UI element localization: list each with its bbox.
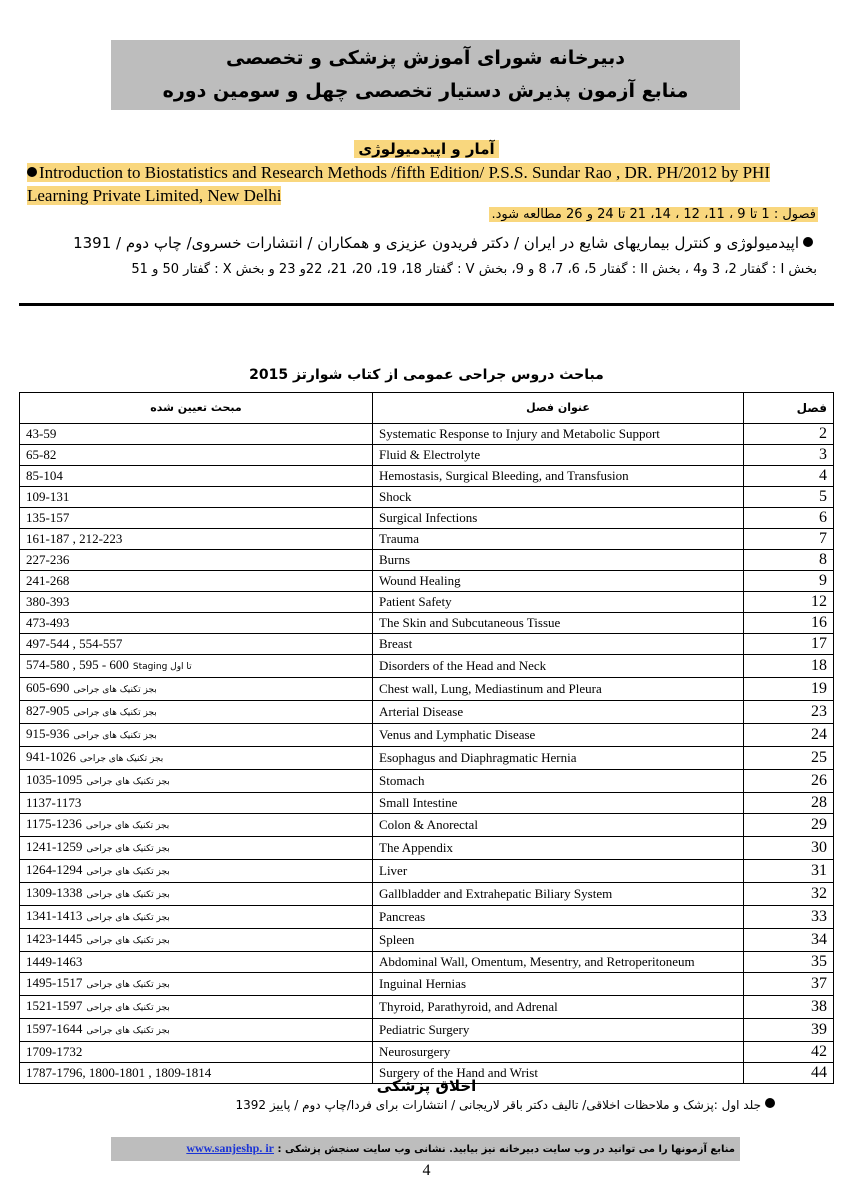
statistics-section-title: آمار و اپیدمیولوژی [0, 140, 853, 158]
header-pages: مبحث تعیین شده [20, 393, 373, 424]
chapter-title-cell: Venus and Lymphatic Disease [373, 724, 744, 747]
table-row [20, 592, 834, 613]
pages-cell: 380-393 [20, 592, 373, 613]
pages-cell: 915-936 بجز تکنیک های جراحی [20, 724, 373, 747]
pages-cell: 65-82 [20, 445, 373, 466]
chapter-title-cell: Wound Healing [373, 571, 744, 592]
ethics-section-title: اخلاق پزشکی [376, 1077, 477, 1095]
table-row [20, 770, 834, 793]
table-row [20, 793, 834, 814]
chapter-title-cell: Hemostasis, Surgical Bleeding, and Transfusion [373, 466, 744, 487]
chapter-title-cell: Gallbladder and Extrahepatic Biliary System [373, 883, 744, 906]
chapter-number-cell: 4 [744, 466, 834, 487]
chapter-title-cell: The Appendix [373, 837, 744, 860]
chapter-title-cell: Neurosurgery [373, 1042, 744, 1063]
chapter-title-cell: Surgery of the Hand and Wrist [373, 1063, 744, 1084]
statistics-chapters: فصول : 1 تا 9 ، 11، 12 ، 14، 21 تا 24 و 26 مطالعه شود. [491, 207, 816, 222]
chapter-title-cell: Abdominal Wall, Omentum, Mesentry, and Retroperitoneum [373, 952, 744, 973]
chapter-number-cell: 6 [744, 508, 834, 529]
chapter-title-cell: Pediatric Surgery [373, 1019, 744, 1042]
header-title-line2: منابع آزمون پذیرش دستیار تخصصی چهل و سومین دوره [162, 80, 689, 102]
bullet-icon [765, 1098, 775, 1108]
table-row [20, 613, 834, 634]
pages-cell: 827-905 بجز تکنیک های جراحی [20, 701, 373, 724]
pages-cell: 574-580 , 595 - 600 Staging تا اول [20, 655, 373, 678]
chapter-number-cell: 24 [744, 724, 834, 747]
pages-note: بجز تکنیک های جراحی [86, 1003, 170, 1013]
syllabus-table [19, 392, 834, 1084]
chapter-number-cell: 2 [744, 424, 834, 445]
epidemiology-sections: بخش I : گفتار 2، 3 و4 ، بخش II : گفتار 5، 6، 7، 8 و 9، بخش V : گفتار 18، 19، 20، 21، 22و 23 و بخش X : گفتار 50 و 51 [131, 262, 817, 277]
chapter-title-cell: Disorders of the Head and Neck [373, 655, 744, 678]
bullet-icon [27, 167, 37, 177]
pages-cell: 1495-1517 بجز تکنیک های جراحی [20, 973, 373, 996]
table-row [20, 1042, 834, 1063]
pages-note: بجز تکنیک های جراحی [73, 731, 157, 741]
footer-text: منابع آزمونها را می توانید در وب سایت دبیرخانه نیز بیابید. نشانی وب سایت سنجش پزشکی : www.sanjeshp. ir [186, 1141, 735, 1155]
chapter-number-cell: 33 [744, 906, 834, 929]
chapter-title-cell: Patient Safety [373, 592, 744, 613]
pages-cell: 135-157 [20, 508, 373, 529]
pages-note: بجز تکنیک های جراحی [73, 685, 157, 695]
header-title-line1: دبیرخانه شورای آموزش پزشکی و تخصصی [225, 47, 626, 69]
chapter-number-cell: 5 [744, 487, 834, 508]
chapter-title-cell: The Skin and Subcutaneous Tissue [373, 613, 744, 634]
table-row [20, 466, 834, 487]
chapter-title-cell: Esophagus and Diaphragmatic Hernia [373, 747, 744, 770]
table-row [20, 952, 834, 973]
table-row [20, 550, 834, 571]
header-chapter-title: عنوان فصل [373, 393, 744, 424]
pages-note: بجز تکنیک های جراحی [85, 821, 170, 831]
pages-note: بجز تکنیک های جراحی [86, 913, 170, 923]
divider [19, 303, 834, 306]
chapter-title-cell: Arterial Disease [373, 701, 744, 724]
header-chapter: فصل [744, 393, 834, 424]
pages-cell: 1341-1413 بجز تکنیک های جراحی [20, 906, 373, 929]
pages-cell: 227-236 [20, 550, 373, 571]
chapter-title-cell: Breast [373, 634, 744, 655]
chapter-number-cell: 32 [744, 883, 834, 906]
pages-cell: 1709-1732 [20, 1042, 373, 1063]
chapter-number-cell: 16 [744, 613, 834, 634]
chapter-number-cell: 30 [744, 837, 834, 860]
table-row [20, 883, 834, 906]
table-row [20, 814, 834, 837]
chapter-number-cell: 37 [744, 973, 834, 996]
pages-cell: 85-104 [20, 466, 373, 487]
chapter-number-cell: 17 [744, 634, 834, 655]
pages-cell: 1035-1095 بجز تکنیک های جراحی [20, 770, 373, 793]
chapter-number-cell: 31 [744, 860, 834, 883]
chapter-number-cell: 3 [744, 445, 834, 466]
pages-note: بجز تکنیک های جراحی [86, 980, 170, 990]
table-row [20, 701, 834, 724]
table-row [20, 634, 834, 655]
website-link[interactable]: www.sanjeshp. ir [186, 1141, 275, 1155]
table-title: مباحث دروس جراحی عمومی از کتاب شوارتز 2015 [249, 367, 604, 383]
pages-cell: 1309-1338 بجز تکنیک های جراحی [20, 883, 373, 906]
pages-note: بجز تکنیک های جراحی [86, 936, 170, 946]
pages-cell: 43-59 [20, 424, 373, 445]
chapter-number-cell: 34 [744, 929, 834, 952]
chapter-number-cell: 7 [744, 529, 834, 550]
chapter-title-cell: Surgical Infections [373, 508, 744, 529]
pages-note: بجز تکنیک های جراحی [86, 777, 170, 787]
table-row [20, 973, 834, 996]
page-number: 4 [422, 1162, 431, 1179]
pages-cell: 497-544 , 554-557 [20, 634, 373, 655]
table-row [20, 837, 834, 860]
pages-cell: 1787-1796, 1800-1801 , 1809-1814 [20, 1063, 373, 1084]
chapter-number-cell: 42 [744, 1042, 834, 1063]
table-row [20, 487, 834, 508]
chapter-title-cell: Chest wall, Lung, Mediastinum and Pleura [373, 678, 744, 701]
chapter-number-cell: 25 [744, 747, 834, 770]
pages-cell: 1137-1173 [20, 793, 373, 814]
table-row [20, 571, 834, 592]
pages-cell: 1423-1445 بجز تکنیک های جراحی [20, 929, 373, 952]
pages-note: بجز تکنیک های جراحی [86, 867, 170, 877]
chapter-title-cell: Fluid & Electrolyte [373, 445, 744, 466]
chapter-number-cell: 44 [744, 1063, 834, 1084]
chapter-title-cell: Small Intestine [373, 793, 744, 814]
table-header-row [20, 393, 834, 424]
chapter-title-cell: Systematic Response to Injury and Metabolic Support [373, 424, 744, 445]
pages-note: بجز تکنیک های جراحی [79, 754, 164, 764]
chapter-number-cell: 12 [744, 592, 834, 613]
pages-cell: 161-187 , 212-223 [20, 529, 373, 550]
table-row [20, 724, 834, 747]
table-row [20, 424, 834, 445]
pages-cell: 605-690 بجز تکنیک های جراحی [20, 678, 373, 701]
pages-cell: 1521-1597 بجز تکنیک های جراحی [20, 996, 373, 1019]
table-row [20, 1019, 834, 1042]
pages-cell: 941-1026 بجز تکنیک های جراحی [20, 747, 373, 770]
table-row [20, 655, 834, 678]
chapter-title-cell: Burns [373, 550, 744, 571]
table-row [20, 529, 834, 550]
biostatistics-reference [27, 161, 807, 207]
chapter-title-cell: Stomach [373, 770, 744, 793]
pages-note: بجز تکنیک های جراحی [73, 708, 157, 718]
table-row [20, 906, 834, 929]
table-row [20, 929, 834, 952]
chapter-title-cell: Trauma [373, 529, 744, 550]
bullet-icon [803, 237, 813, 247]
chapter-number-cell: 28 [744, 793, 834, 814]
chapter-title-cell: Pancreas [373, 906, 744, 929]
chapter-title-cell: Liver [373, 860, 744, 883]
pages-note: بجز تکنیک های جراحی [86, 1026, 170, 1036]
chapter-number-cell: 18 [744, 655, 834, 678]
reference-line2: Learning Private Limited, New Delhi [27, 186, 282, 205]
chapter-title-cell: Spleen [373, 929, 744, 952]
pages-cell: 1175-1236 بجز تکنیک های جراحی [20, 814, 373, 837]
chapter-number-cell: 8 [744, 550, 834, 571]
chapter-title-cell: Inguinal Hernias [373, 973, 744, 996]
pages-cell: 109-131 [20, 487, 373, 508]
chapter-number-cell: 38 [744, 996, 834, 1019]
pages-cell: 1241-1259 بجز تکنیک های جراحی [20, 837, 373, 860]
ethics-reference: جلد اول :پزشک و ملاحظات اخلاقی/ تالیف دکتر باقر لاریجانی / انتشارات برای فردا/چاپ دوم / پاییز 1392 [235, 1098, 777, 1112]
pages-note: بجز تکنیک های جراحی [86, 890, 170, 900]
reference-line1: Introduction to Biostatistics and Research Methods /fifth Edition/ P.S.S. Sundar Rao , DR. PH/2012 by PHI [39, 163, 770, 182]
chapter-number-cell: 23 [744, 701, 834, 724]
chapter-title-cell: Thyroid, Parathyroid, and Adrenal [373, 996, 744, 1019]
table-row [20, 747, 834, 770]
epidemiology-reference: اپیدمیولوژی و کنترل بیماریهای شایع در ایران / دکتر فریدون عزیزی و همکاران / انتشارات خسروی/ چاپ دوم / 1391 [73, 234, 815, 252]
table-row [20, 860, 834, 883]
chapter-number-cell: 39 [744, 1019, 834, 1042]
table-row [20, 996, 834, 1019]
chapter-number-cell: 35 [744, 952, 834, 973]
pages-cell: 241-268 [20, 571, 373, 592]
chapter-title-cell: Shock [373, 487, 744, 508]
chapter-number-cell: 19 [744, 678, 834, 701]
pages-cell: 473-493 [20, 613, 373, 634]
table-row [20, 678, 834, 701]
pages-cell: 1449-1463 [20, 952, 373, 973]
table-row [20, 445, 834, 466]
chapter-number-cell: 29 [744, 814, 834, 837]
pages-cell: 1264-1294 بجز تکنیک های جراحی [20, 860, 373, 883]
pages-note: بجز تکنیک های جراحی [86, 844, 170, 854]
table-row [20, 508, 834, 529]
chapter-title-cell: Colon & Anorectal [373, 814, 744, 837]
chapter-number-cell: 26 [744, 770, 834, 793]
chapter-number-cell: 9 [744, 571, 834, 592]
pages-cell: 1597-1644 بجز تکنیک های جراحی [20, 1019, 373, 1042]
pages-note: Staging تا اول [132, 662, 192, 672]
